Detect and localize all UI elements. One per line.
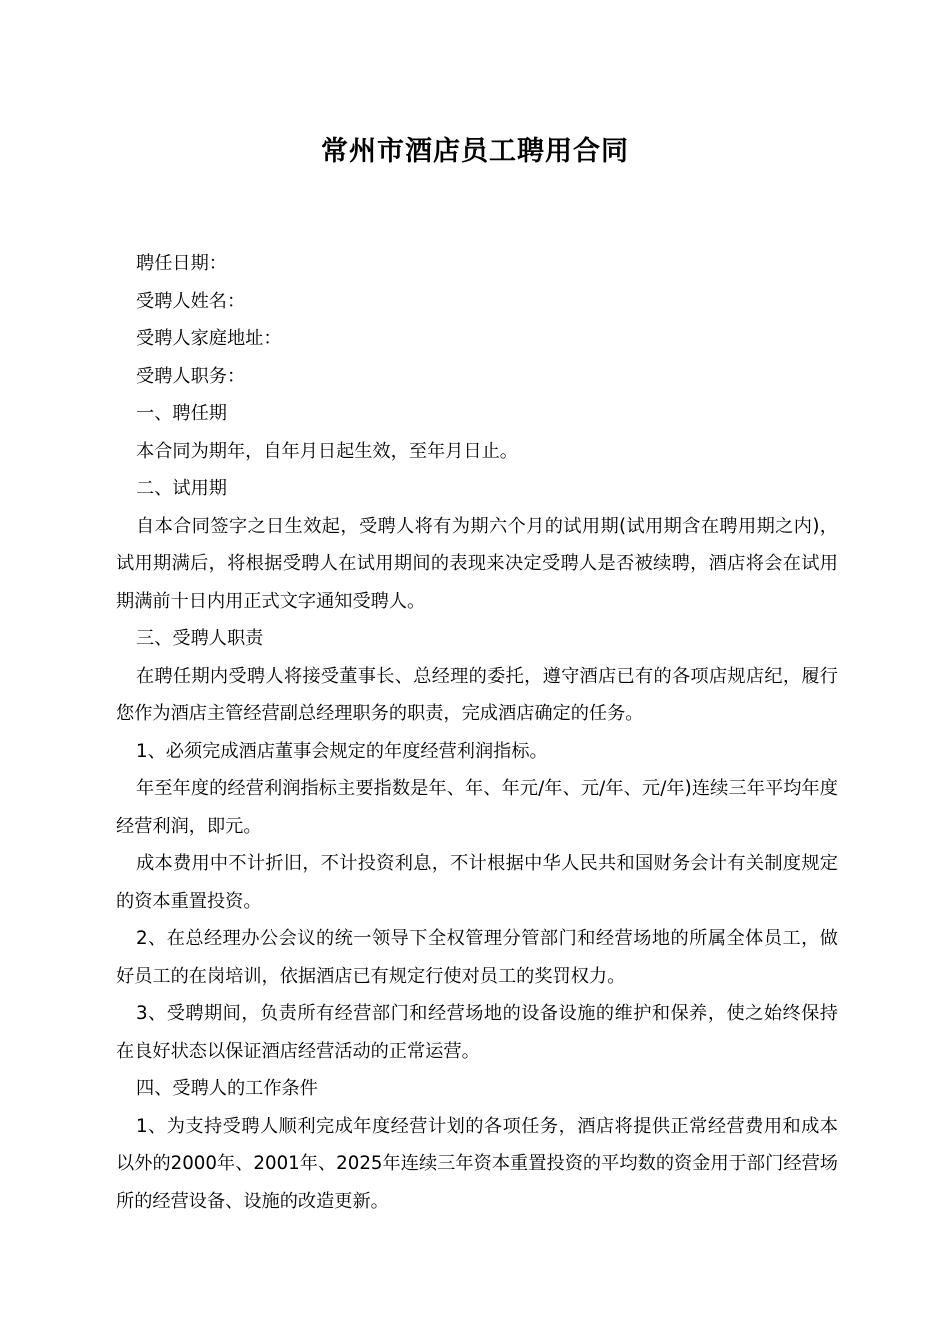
section-heading-probation: 二、试用期: [136, 478, 227, 499]
paragraph: 3、受聘期间，负责所有经营部门和经营场地的设备设施的维护和保养，使之始终保持在良好状态以保证酒店经营活动的正常运营。: [116, 1003, 838, 1062]
field-appointee-address: 受聘人家庭地址：: [136, 328, 282, 349]
paragraph: 1、必须完成酒店董事会规定的年度经营利润指标。: [136, 740, 548, 762]
paragraph: 1、为支持受聘人顺利完成年度经营计划的各项任务，酒店将提供正常经营费用和成本以外的2000年、2001年、2025年连续三年资本重置投资的平均数的资金用于部门经营场所的经营设备、设施的改造更新。: [116, 1115, 838, 1212]
paragraph: 2、在总经理办公会议的统一领导下全权管理分管部门和经营场地的所属全体员工，做好员工的在岗培训，依据酒店已有规定行使对员工的奖罚权力。: [116, 928, 838, 987]
section-heading-term: 一、聘任期: [136, 403, 227, 424]
field-appointee-name: 受聘人姓名：: [136, 290, 246, 312]
paragraph: 年至年度的经营利润指标主要指数是年、年、年元/年、元/年、元/年)连续三年平均年度经营利润，即元。: [116, 778, 838, 837]
document-body: [116, 245, 838, 1220]
paragraph: 成本费用中不计折旧，不计投资利息，不计根据中华人民共和国财务会计有关制度规定的资本重置投资。: [116, 853, 838, 912]
section-heading-conditions: 四、受聘人的工作条件: [136, 1078, 318, 1099]
section-heading-duties: 三、受聘人职责: [136, 628, 264, 649]
paragraph: 自本合同签字之日生效起，受聘人将有为期六个月的试用期(试用期含在聘用期之内)，试用期满后，将根据受聘人在试用期间的表现来决定受聘人是否被续聘，酒店将会在试用期满前十日内用正式文字通知受聘人。: [116, 515, 838, 612]
paragraph: 在聘任期内受聘人将接受董事长、总经理的委托，遵守酒店已有的各项店规店纪，履行您作为酒店主管经营副总经理职务的职责，完成酒店确定的任务。: [116, 665, 838, 724]
paragraph: 本合同为期年，自年月日起生效，至年月日止。: [136, 440, 518, 462]
document-title: 常州市酒店员工聘用合同: [321, 136, 629, 167]
field-appointee-position: 受聘人职务：: [136, 365, 246, 387]
field-appointment-date: 聘任日期：: [136, 253, 227, 274]
